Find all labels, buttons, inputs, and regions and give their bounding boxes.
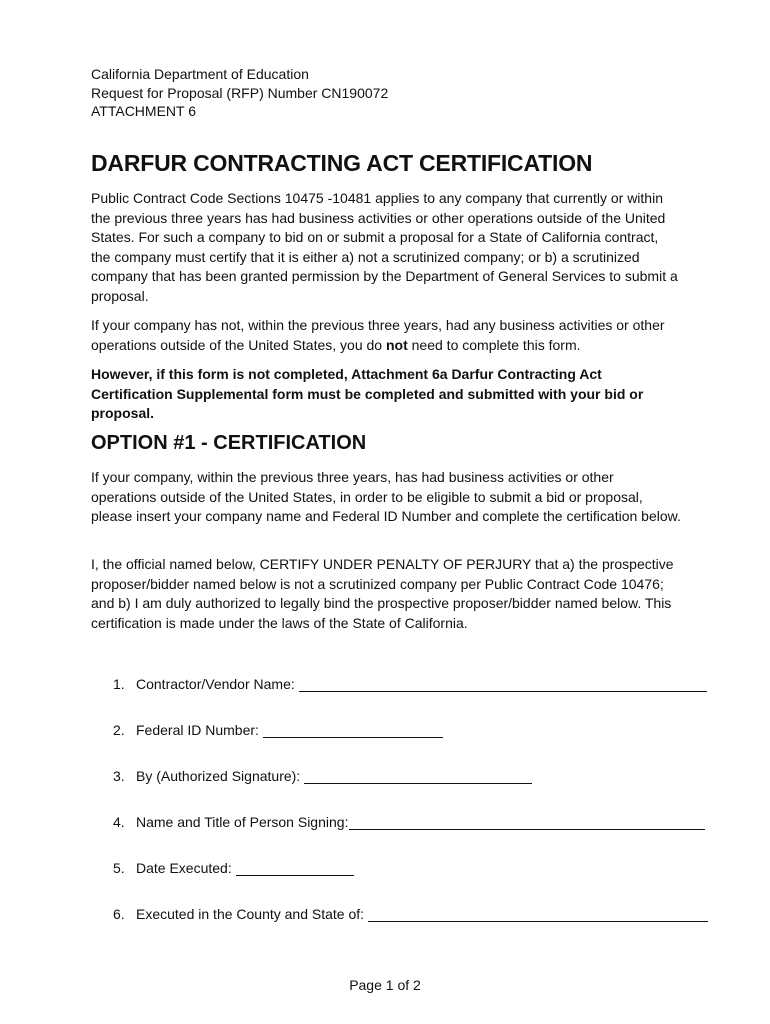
intro-text: Public Contract Code Sections 10475 -10481 applies to any company that currently or within the previous three years has had business activities or other operations outside of the United States. For such a company to bid on or submit a proposal for a State of California contract, the company must certify that it is either a) not a scrutinized company; or b) a scrutinized company that has been granted permission by the Department of General Services to submit a proposal. xyxy=(91,190,678,304)
field-federal-id-number xyxy=(113,722,443,738)
field-label: Date Executed: xyxy=(136,860,232,876)
field-label: By (Authorized Signature): xyxy=(136,768,301,784)
document-title: DARFUR CONTRACTING ACT CERTIFICATION xyxy=(91,150,593,176)
intro-paragraph xyxy=(91,189,681,306)
federal-id-number-input[interactable] xyxy=(263,723,443,738)
header-department: California Department of Education xyxy=(91,66,309,82)
field-contractor-vendor-name xyxy=(113,676,707,692)
field-number: 2. xyxy=(113,722,125,738)
field-number: 3. xyxy=(113,768,125,784)
exemption-text xyxy=(91,316,681,355)
option-instructions xyxy=(91,468,681,527)
field-number: 5. xyxy=(113,860,125,876)
county-and-state-input[interactable] xyxy=(368,907,708,922)
option-instructions-text: If your company, within the previous three years, has had business activities or other operations outside of the United States, in order to be eligible to submit a bid or proposal, please insert your company name and Federal ID Number and complete the certification below. xyxy=(91,469,681,524)
exemption-text-before: If your company has not, within the previous three years, had any business activities or other operations outside of the United States, you do xyxy=(91,317,665,353)
date-executed-input[interactable] xyxy=(236,861,354,876)
field-county-and-state xyxy=(113,906,708,922)
header-attachment: ATTACHMENT 6 xyxy=(91,103,197,119)
exemption-text-after: need to complete this form. xyxy=(407,336,581,353)
warning-text: However, if this form is not completed, Attachment 6a Darfur Contracting Act Certification Supplemental form must be completed and submitted with your bid or proposal. xyxy=(91,366,644,421)
field-authorized-signature xyxy=(113,768,532,784)
document-header xyxy=(91,65,388,121)
contractor-vendor-name-input[interactable] xyxy=(299,677,707,692)
field-label: Federal ID Number: xyxy=(136,722,259,738)
name-and-title-input[interactable] xyxy=(349,815,705,830)
page-number: Page 1 of 2 xyxy=(349,977,421,993)
field-label: Executed in the County and State of: xyxy=(136,906,365,922)
field-number: 1. xyxy=(113,676,125,692)
option-heading: OPTION #1 - CERTIFICATION xyxy=(91,432,367,454)
field-date-executed xyxy=(113,860,354,876)
field-number: 4. xyxy=(113,814,125,830)
exemption-paragraph xyxy=(91,316,681,355)
certification-statement-text: I, the official named below, CERTIFY UNDER PENALTY OF PERJURY that a) the prospective proposer/bidder named below is not a scrutinized company per Public Contract Code 10476; and b) I am duly authorized to legally bind the prospective proposer/bidder named below. This certification is made under the laws of the State of California. xyxy=(91,556,674,631)
certification-statement xyxy=(91,555,681,633)
field-name-and-title xyxy=(113,814,705,830)
field-label: Contractor/Vendor Name: xyxy=(136,676,295,692)
exemption-text-emphasis: not xyxy=(385,336,408,353)
authorized-signature-input[interactable] xyxy=(304,769,532,784)
warning-paragraph xyxy=(91,365,681,424)
header-rfp-number: Request for Proposal (RFP) Number CN190072 xyxy=(91,84,389,101)
field-number: 6. xyxy=(113,906,125,922)
field-label: Name and Title of Person Signing: xyxy=(136,814,349,830)
